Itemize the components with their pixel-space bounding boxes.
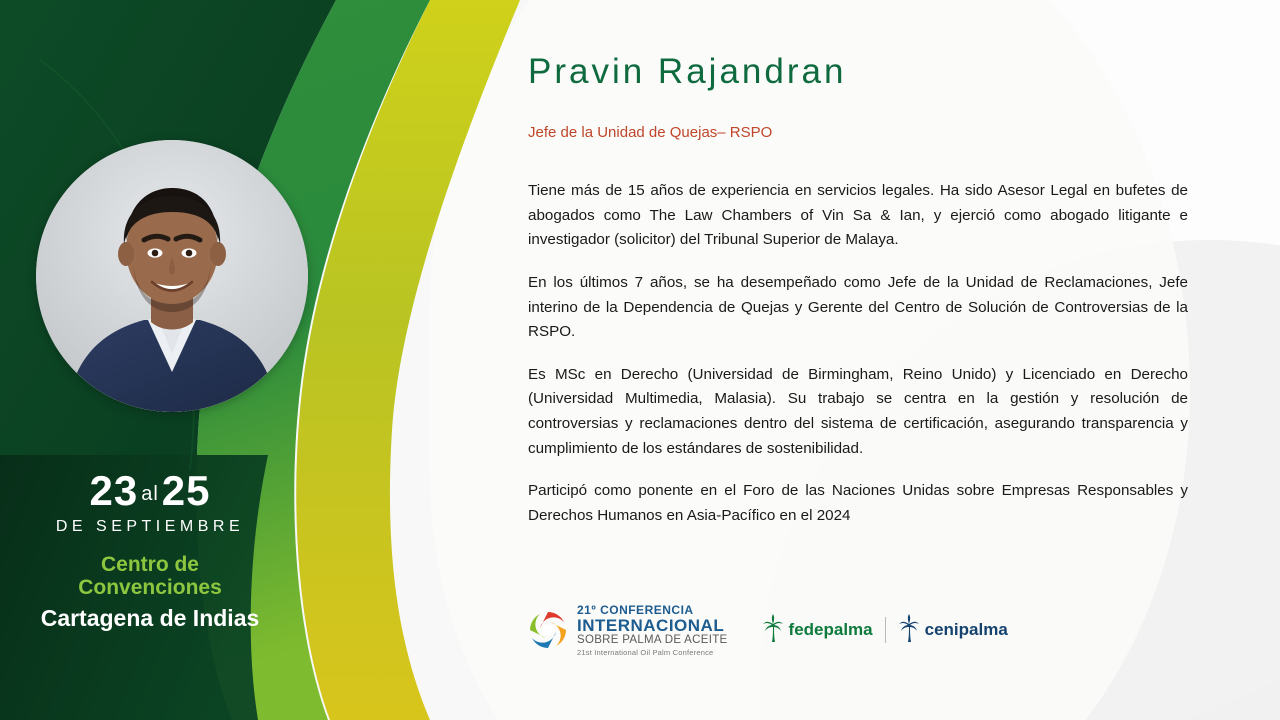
venue-line-1: Centro de [100, 553, 199, 576]
speaker-content [528, 52, 1188, 529]
event-month: DE SEPTIEMBRE [55, 518, 245, 535]
logo-divider [885, 617, 886, 643]
venue-line-2: Convenciones [78, 575, 222, 599]
logo-bar [528, 604, 1008, 656]
venue-name [0, 554, 300, 599]
swirl-icon [528, 610, 568, 650]
sponsor-logos [762, 613, 1008, 648]
day-separator: al [141, 482, 159, 505]
fedepalma-label: fedepalma [788, 620, 873, 640]
bio-paragraph: En los últimos 7 años, se ha desempeñado como Jefe de la Unidad de Reclamaciones, Jefe interino de la Dependencia de Quejas y Gerente del Centro de Solución de Controversias de la RSPO. [528, 273, 1188, 341]
cenipalma-label: cenipalma [924, 620, 1008, 640]
fedepalma-logo [762, 613, 873, 648]
bio-paragraph: Es MSc en Derecho (Universidad de Birmingham, Reino Unido) y Licenciado en Derecho (Universidad Multimedia, Malasia). Su trabajo se centra en la gestión y resolución de controversias y reclamaciones dentro del sistema de certificación, asegurando transparencia y cumplimiento de los estándares de sostenibilidad. [528, 365, 1188, 457]
speaker-name: Pravin Rajandran [528, 52, 847, 91]
event-date-block [0, 467, 300, 632]
conference-line-4: 21st International Oil Palm Conference [577, 647, 714, 657]
event-days [0, 467, 300, 514]
palm-tree-icon [762, 613, 784, 648]
speaker-role: Jefe de la Unidad de Quejas– RSPO [528, 124, 773, 141]
bio-paragraph: Tiene más de 15 años de experiencia en servicios legales. Ha sido Asesor Legal en bufetes de abogados como The Law Chambers of Vin Sa & Ian, y ejerció como abogado litigante e investigador (solicitor) del Tribunal Superior de Malaya. [528, 182, 1188, 249]
palm-tree-icon [898, 613, 920, 648]
day-start: 23 [89, 467, 139, 514]
conference-logo [528, 604, 728, 656]
conference-logo-text [577, 604, 728, 656]
conference-line-3: SOBRE PALMA DE ACEITE [577, 634, 728, 647]
day-end: 25 [161, 467, 211, 514]
event-city: Cartagena de Indias [40, 605, 260, 632]
speaker-photo [36, 140, 308, 412]
cenipalma-logo [898, 613, 1008, 648]
speaker-bio [528, 179, 1188, 529]
conference-line-2: INTERNACIONAL [577, 615, 725, 635]
bio-paragraph: Participó como ponente en el Foro de las Naciones Unidas sobre Empresas Responsables y Derechos Humanos en Asia-Pacífico en el 2024 [528, 482, 1188, 524]
conference-edition: 21º CONFERENCIA [577, 603, 694, 617]
